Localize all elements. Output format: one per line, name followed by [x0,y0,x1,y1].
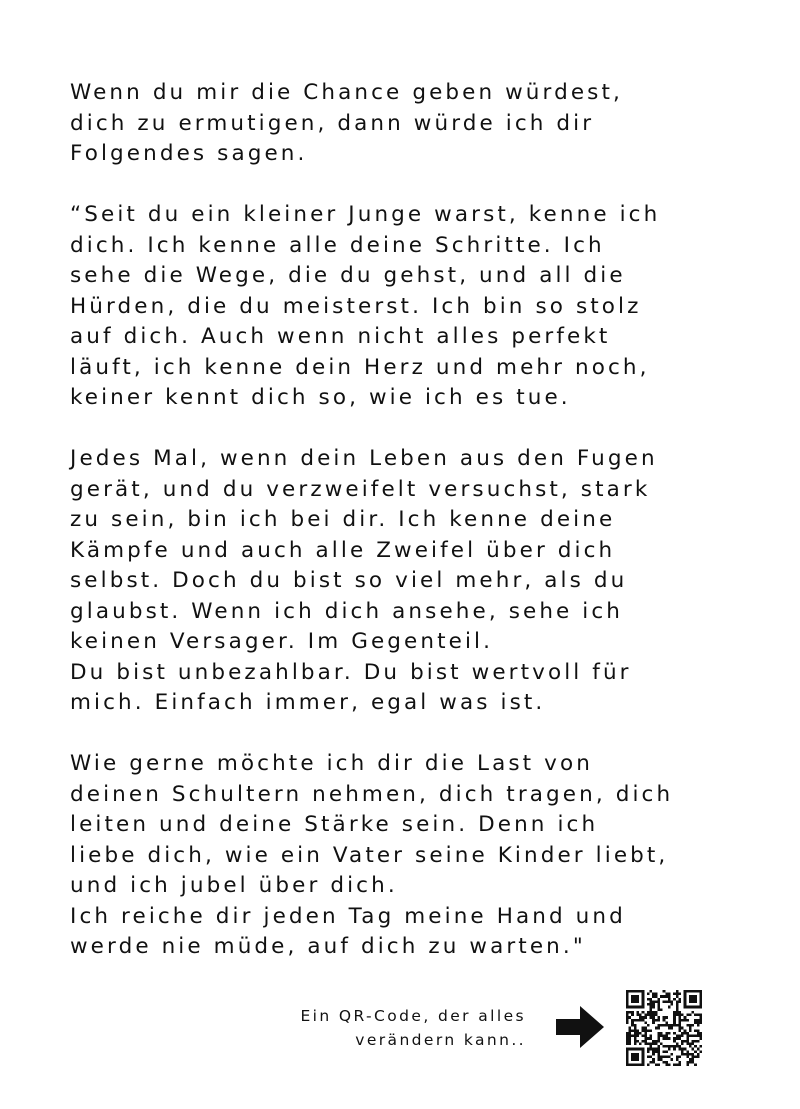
text-line: Du bist unbezahlbar. Du bist wertvoll für [70,659,632,685]
text-line: auf dich. Auch wenn nicht alles perfekt [70,324,611,349]
text-line: glaubst. Wenn ich dich ansehe, sehe ich [70,598,624,624]
qr-code-icon[interactable] [626,990,702,1066]
arrow-right-icon [556,1006,604,1048]
text-line: deinen Schultern nehmen, dich tragen, dich [70,781,674,807]
text-line: Wie gerne möchte ich dir die Last von [70,751,593,776]
text-line: “Seit du ein kleiner Junge warst, kenne ich [70,202,661,227]
text-line: Hürden, die du meisterst. Ich bin so stolz [70,293,642,319]
text-line: keiner kennt dich so, wie ich es tue. [70,385,571,410]
text-line: liebe dich, wie ein Vater seine Kinder liebt, [70,842,669,868]
qr-footer [0,990,800,1070]
paragraph [70,749,750,963]
text-line: zu sein, bin ich bei dir. Ich kenne deine [70,507,616,532]
text-line: Jedes Mal, wenn dein Leben aus den Fugen [70,446,658,471]
qr-caption-line: Ein QR-Code, der alles [300,1007,526,1025]
text-line: werde nie müde, auf dich zu warten." [70,934,586,959]
qr-caption [300,1004,526,1052]
text-line: Ich reiche dir jeden Tag meine Hand und [70,903,626,929]
text-line: und ich jubel über dich. [70,873,398,898]
text-line: selbst. Doch du bist so viel mehr, als du [70,568,628,593]
paragraph [70,444,750,719]
qr-caption-line: verändern kann.. [355,1031,526,1049]
text-line: Kämpfe und auch alle Zweifel über dich [70,537,616,563]
paragraph [70,200,750,414]
text-line: Wenn du mir die Chance geben würdest, [70,80,623,105]
text-line: Folgendes sagen. [70,141,308,166]
text-line: mich. Einfach immer, egal was ist. [70,690,546,715]
text-line: gerät, und du verzweifelt versuchst, stark [70,476,651,502]
paragraph [70,78,750,170]
letter-body [70,78,750,993]
text-line: läuft, ich kenne dein Herz und mehr noch, [70,354,650,380]
text-line: dich. Ich kenne alle deine Schritte. Ich [70,232,605,258]
text-line: leiten und deine Stärke sein. Denn ich [70,812,599,837]
text-line: sehe die Wege, die du gehst, und all die [70,263,626,288]
text-line: dich zu ermutigen, dann würde ich dir [70,110,595,136]
text-line: keinen Versager. Im Gegenteil. [70,629,494,654]
